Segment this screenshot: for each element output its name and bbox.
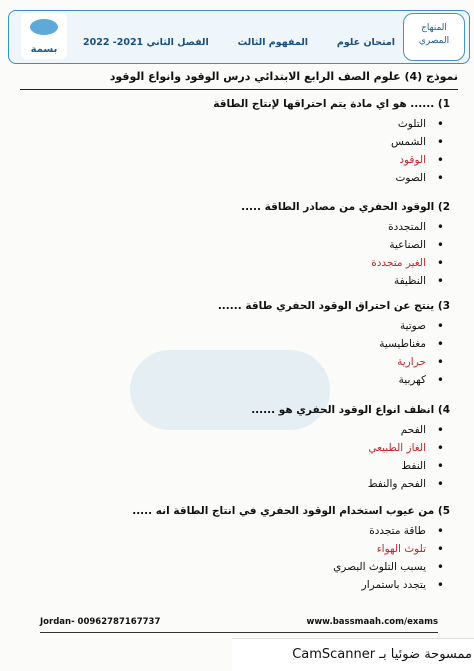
footer-website[interactable]: www.bassmaah.com/exams [306,617,438,627]
answer-option: • يتجدد باستمرار [24,579,450,591]
correct-option: • الغاز الطبيعي [24,442,450,454]
question-text: 5) من عيوب استخدام الوقود الحفري في انتاج الطاقة انه ..... [132,505,450,517]
header-term: الفصل الثاني 2021- 2022 [83,37,209,48]
question-5 [24,505,450,597]
answer-option: • يسبب التلوث البصري [24,561,450,573]
answer-option: • صوتية [24,320,450,332]
question-1 [24,98,450,190]
camscanner-banner: ممسوحة ضوئيا بـ CamScanner [232,638,474,671]
question-text: 4) انظف انواع الوقود الحفري هو ...... [251,404,450,416]
footer [40,617,438,627]
footer-phone: Jordan- 00962787167737 [40,617,161,627]
answer-option: • الفحم [24,424,450,436]
answer-option: • طاقة متجددة [24,525,450,537]
seal-line-2: المصري [418,36,450,46]
seal-line-1: المنهاج [421,23,447,33]
header-concept: المفهوم الثالث [237,37,309,48]
header-subject: امتحان علوم [336,37,395,48]
header-info [83,37,395,48]
question-text: 1) ...... هو اي مادة يتم احتراقها لإنتاج الطاقة [213,98,450,110]
correct-option: • تلوث الهواء [24,543,450,555]
logo-cloud-icon [30,19,58,35]
option-list [24,525,450,591]
answer-option: • الصناعية [24,239,450,251]
answer-option: • النفط [24,460,450,472]
exam-header [8,10,470,64]
option-list [24,424,450,490]
option-list [24,118,450,184]
answer-option: • مغناطيسية [24,338,450,350]
correct-option: • الوقود [24,154,450,166]
question-2 [24,201,450,293]
correct-option: • حرارية [24,356,450,368]
answer-option: • التلوث [24,118,450,130]
curriculum-seal [403,13,465,61]
answer-option: • كهربية [24,374,450,386]
brand-logo [21,13,67,59]
option-list [24,320,450,386]
question-4 [24,404,450,496]
answer-option: • الشمس [24,136,450,148]
answer-option: • المتجددة [24,221,450,233]
answer-option: • الصوت [24,172,450,184]
question-text: 3) ينتج عن احتراق الوقود الحفري طاقة ...... [217,300,450,312]
option-list [24,221,450,287]
question-3 [24,300,450,392]
question-text: 2) الوقود الحفري من مصادر الطاقة ..... [241,201,450,213]
answer-option: • الفحم والنفط [24,478,450,490]
logo-text: بسمة [30,44,58,55]
correct-option: • الغير متجددة [24,257,450,269]
exam-title: نموذج (4) علوم الصف الرابع الابتدائي درس الوقود وانواع الوقود [20,70,458,90]
answer-option: • النظيفة [24,275,450,287]
footer-divider [40,632,438,633]
